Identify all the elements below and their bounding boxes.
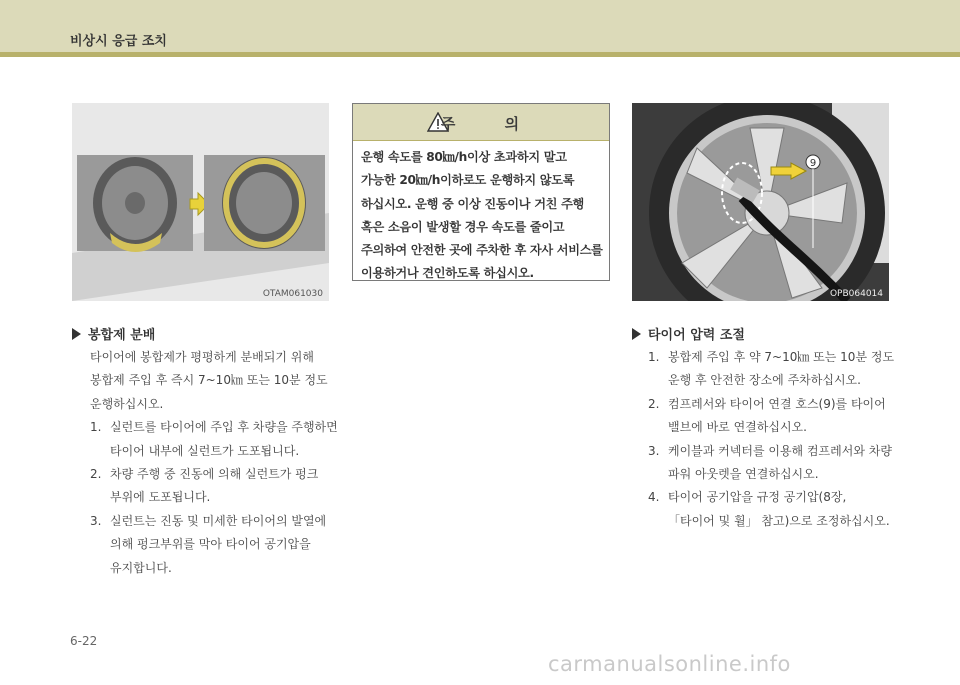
caution-text: 운행 속도를 80㎞/h이상 초과하지 말고 가능한 20㎞/h이하로도 운행하지 않도록 하십시오. 운행 중 이상 진동이나 거친 주행 혹은 소음이 발생할 경우 속도를 줄이고 주의하여 안전한 곳에 주차한 후 자사 서비스를 이용하거나 견인하도록 하십시오. (361, 150, 603, 281)
sealant-steps (90, 416, 338, 580)
list-item: 2. 컴프레서와 타이어 연결 호스(9)를 타이어 밸브에 바로 연결하십시오. (648, 396, 886, 435)
sealant-section-body (90, 346, 338, 580)
section-heading-pressure: 타이어 압력 조절 (632, 324, 745, 343)
triangle-bullet-icon (632, 328, 641, 340)
list-item: 1. 봉합제 주입 후 약 7~10㎞ 또는 10분 정도 운행 후 안전한 장소에 주차하십시오. (648, 350, 895, 388)
tire-illustration (72, 103, 329, 301)
page-number: 6-22 (70, 634, 98, 648)
pressure-section-body (648, 346, 896, 533)
watermark: carmanualsonline.info (548, 652, 791, 676)
figure-code: OPB064014 (829, 289, 883, 299)
caution-box (352, 103, 610, 281)
figure-code: OTAM061030 (262, 289, 323, 299)
hose-connection-figure (632, 103, 889, 301)
list-item: 3. 케이블과 커넥터를 이용해 컴프레서와 차량 파워 아웃렛을 연결하십시오. (648, 443, 892, 482)
section-heading-sealant: 봉합제 분배 (72, 324, 155, 343)
page-header (0, 0, 960, 52)
caution-title: 주 의 (440, 115, 542, 133)
list-item: 1. 실런트를 타이어에 주입 후 차량을 주행하면 타이어 내부에 실런트가 도포됩니다. (90, 420, 338, 458)
tire-valve-illustration (632, 103, 889, 301)
right-tire-icon (204, 155, 325, 251)
list-item: 4. 타이어 공기압을 규정 공기압(8장, 「타이어 및 휠」 참고)으로 조정하십시오. (648, 490, 890, 528)
header-rule (0, 52, 960, 57)
list-item: 2. 차량 주행 중 진동에 의해 실런트가 펑크 부위에 도포됩니다. (90, 467, 319, 505)
triangle-bullet-icon (72, 328, 81, 340)
chapter-title: 비상시 응급 조치 (70, 34, 167, 49)
callout-number: 9 (809, 158, 817, 169)
caution-header (353, 104, 609, 141)
sealant-distribution-figure (72, 103, 329, 301)
left-tire-icon (77, 155, 193, 252)
pressure-steps (648, 346, 896, 533)
list-item: 3. 실런트는 진동 및 미세한 타이어의 발열에 의해 펑크부위를 막아 타이어 공기압을 유지합니다. (90, 513, 327, 575)
sealant-intro: 타이어에 봉합제가 평평하게 분배되기 위해 봉합제 주입 후 즉시 7~10㎞ 또는 10분 정도 운행하십시오. (90, 350, 328, 411)
